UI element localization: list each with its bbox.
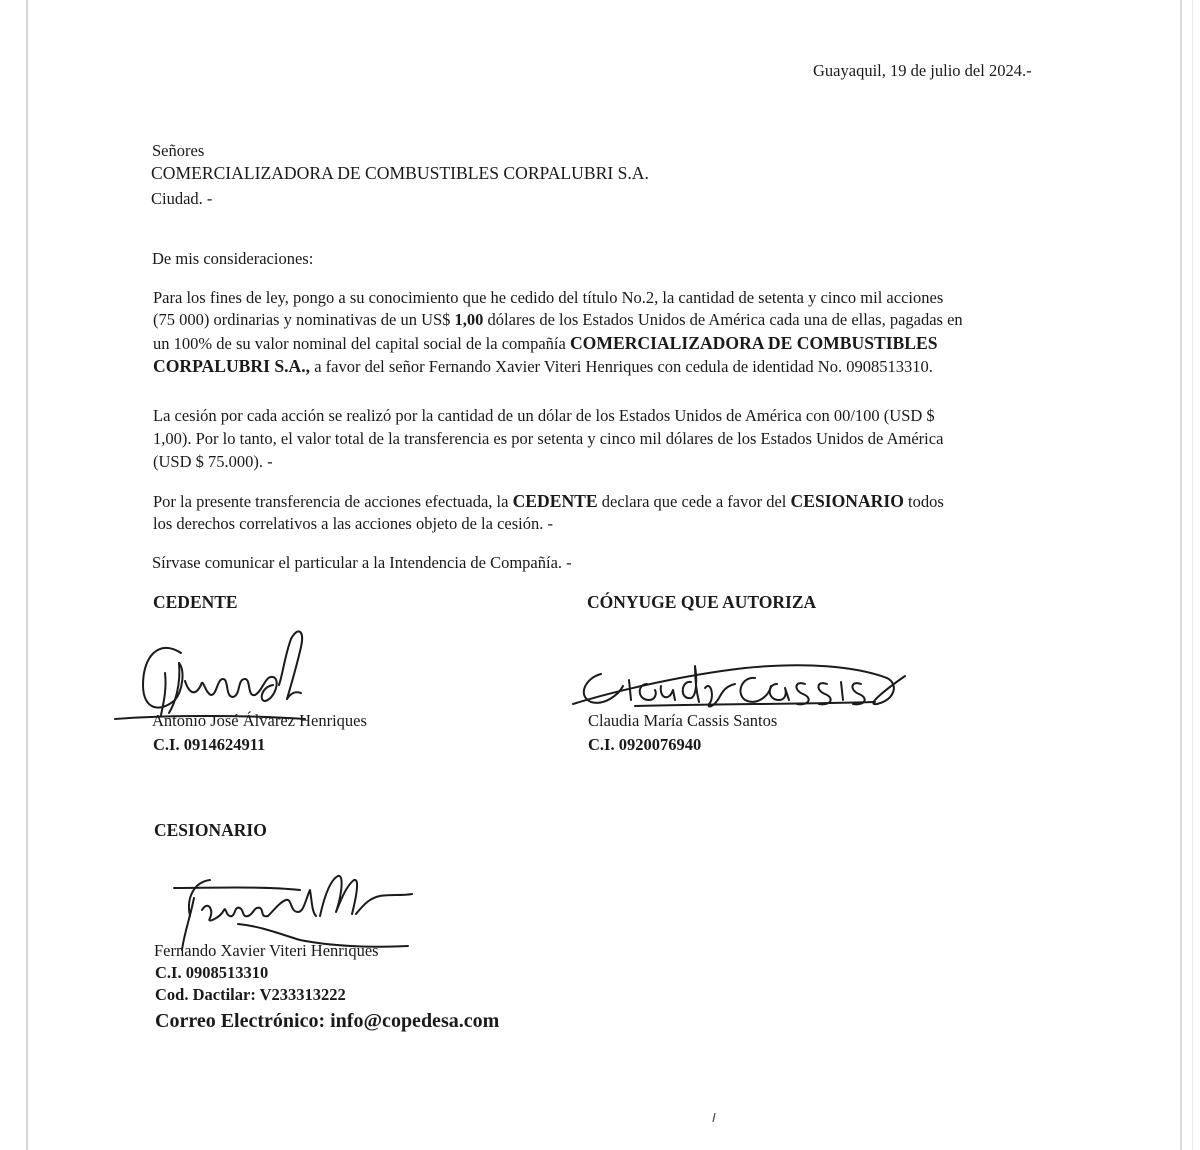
- paragraph-1-line-4: CORPALUBRI S.A., a favor del señor Fernando Xavier Viteri Henriques con cedula de identidad No. 0908513310.: [153, 356, 933, 376]
- conyuge-id: C.I. 0920076940: [588, 735, 702, 754]
- cesionario-email: Correo Electrónico: info@copedesa.com: [155, 1010, 500, 1032]
- company-name-bold: COMERCIALIZADORA DE COMBUSTIBLES: [569, 333, 938, 353]
- paragraph-2-line-1: La cesión por cada acción se realizó por la cantidad de un dólar de los Estados Unidos de América con 00/100 (USD $: [153, 406, 935, 425]
- cedente-id: C.I. 0914624911: [153, 735, 266, 754]
- paragraph-3-line-2: los derechos correlativos a las acciones objeto de la cesión. -: [153, 514, 553, 533]
- closing-line: Sírvase comunicar el particular a la Intendencia de Compañía. -: [152, 553, 572, 572]
- page-edge-right: [1180, 0, 1182, 1150]
- salutation: Señores: [152, 141, 205, 160]
- cesionario-fingerprint-code: Cod. Dactilar: V233313222: [155, 985, 346, 1004]
- paragraph-3-line-1: Por la presente transferencia de acciones efectuada, la CEDENTE declara que cede a favor del CESIONARIO todos: [153, 491, 944, 511]
- cedente-heading: CEDENTE: [153, 592, 238, 612]
- stray-mark: [711, 1112, 717, 1124]
- paragraph-1-line-3: un 100% de su valor nominal del capital social de la compañía COMERCIALIZADORA DE COMBUSTIBLES: [153, 333, 938, 353]
- addressee-company: COMERCIALIZADORA DE COMBUSTIBLES CORPALUBRI S.A.: [151, 163, 649, 183]
- cesionario-heading: CESIONARIO: [154, 820, 267, 840]
- page-edge-shadow: [1192, 0, 1193, 1150]
- cesionario-id: C.I. 0908513310: [155, 963, 269, 982]
- conyuge-name: Claudia María Cassis Santos: [588, 711, 778, 730]
- greeting: De mis consideraciones:: [152, 249, 314, 268]
- addressee-city: Ciudad. -: [151, 189, 213, 208]
- paragraph-2-line-2: 1,00). Por lo tanto, el valor total de la transferencia es por setenta y cinco mil dólares de los Estados Unidos de América: [153, 429, 944, 448]
- paragraph-1-line-1: Para los fines de ley, pongo a su conocimiento que he cedido del título No.2, la cantidad de setenta y cinco mil acciones: [153, 288, 944, 307]
- paragraph-2-line-3: (USD $ 75.000). -: [153, 452, 273, 471]
- cesionario-name: Fernando Xavier Viteri Henriques: [154, 941, 379, 960]
- date-line: Guayaquil, 19 de julio del 2024.-: [813, 61, 1032, 80]
- company-name-bold-cont: CORPALUBRI S.A.,: [153, 356, 311, 376]
- conyuge-signature: [565, 650, 920, 720]
- paragraph-1-line-2: (75 000) ordinarias y nominativas de un US$ 1,00 dólares de los Estados Unidos de América cada una de ellas, pagadas en: [153, 310, 963, 329]
- cedente-name: Antonio José Álvarez Henriques: [152, 711, 367, 730]
- conyuge-heading: CÓNYUGE QUE AUTORIZA: [587, 592, 817, 612]
- amount-bold: 1,00: [454, 310, 484, 329]
- page-edge-left: [26, 0, 28, 1150]
